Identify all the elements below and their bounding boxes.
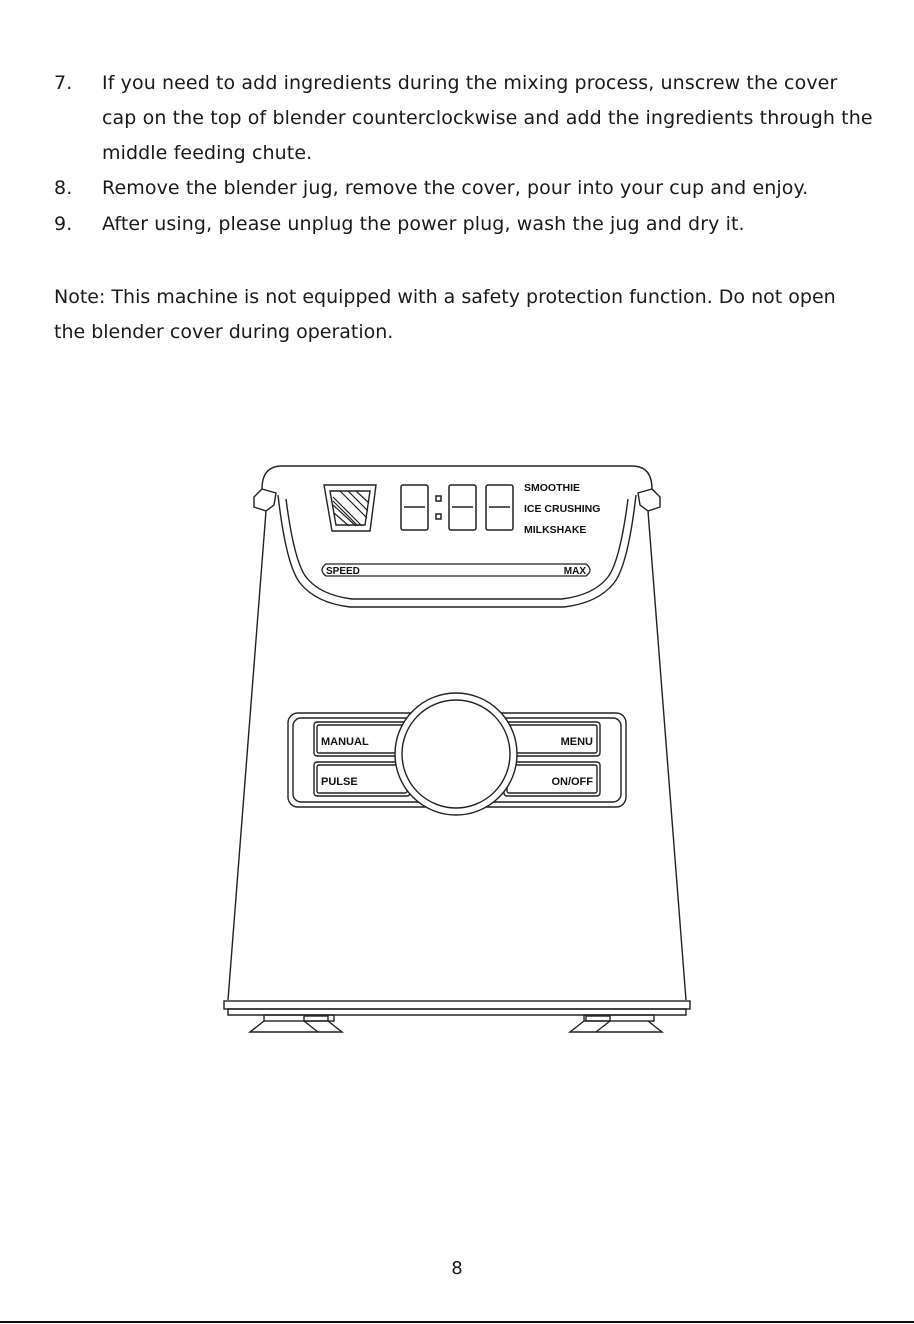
base-rim — [224, 1001, 690, 1015]
blender-base-illustration — [0, 455, 914, 1045]
step-text: After using, please unplug the power plug, wash the jug and dry it. — [102, 213, 745, 235]
step-text: If you need to add ingredients during the mixing process, unscrew the cover cap on the top of blender counterclockwise and add the ingredients through the middle feeding chute. — [102, 72, 873, 164]
step-number: 8. — [54, 177, 73, 199]
step-number: 9. — [54, 213, 73, 235]
pulse-button[interactable] — [314, 762, 410, 796]
menu-button-label: MENU — [560, 736, 593, 748]
menu-button[interactable] — [504, 722, 600, 756]
speed-max-label: MAX — [563, 566, 586, 577]
left-foot — [250, 1015, 342, 1032]
pulse-button-label: PULSE — [321, 776, 358, 788]
page-number: 8 — [451, 1258, 463, 1279]
step-number: 7. — [54, 72, 73, 94]
step-9 — [54, 207, 874, 242]
control-knob[interactable] — [395, 693, 517, 815]
program-smoothie: SMOOTHIE — [524, 482, 581, 494]
program-milkshake: MILKSHAKE — [524, 524, 587, 536]
on-off-button[interactable] — [504, 762, 600, 796]
step-text: Remove the blender jug, remove the cover, pour into your cup and enjoy. — [102, 177, 809, 199]
blender-body-outline — [228, 489, 266, 1000]
manual-button-label: MANUAL — [321, 736, 369, 748]
blender-jug-icon — [324, 485, 376, 531]
step-8 — [54, 171, 874, 206]
on-off-button-label: ON/OFF — [551, 776, 593, 788]
page-bottom-rule — [0, 1321, 914, 1323]
speed-bar — [322, 564, 590, 576]
step-7 — [54, 66, 874, 171]
program-ice-crushing: ICE CRUSHING — [524, 503, 601, 515]
timer-display — [401, 485, 513, 530]
speed-min-label: SPEED — [326, 566, 360, 577]
right-foot — [570, 1015, 662, 1032]
safety-note: Note: This machine is not equipped with a safety protection function. Do not open the blender cover during operation. — [54, 286, 836, 343]
